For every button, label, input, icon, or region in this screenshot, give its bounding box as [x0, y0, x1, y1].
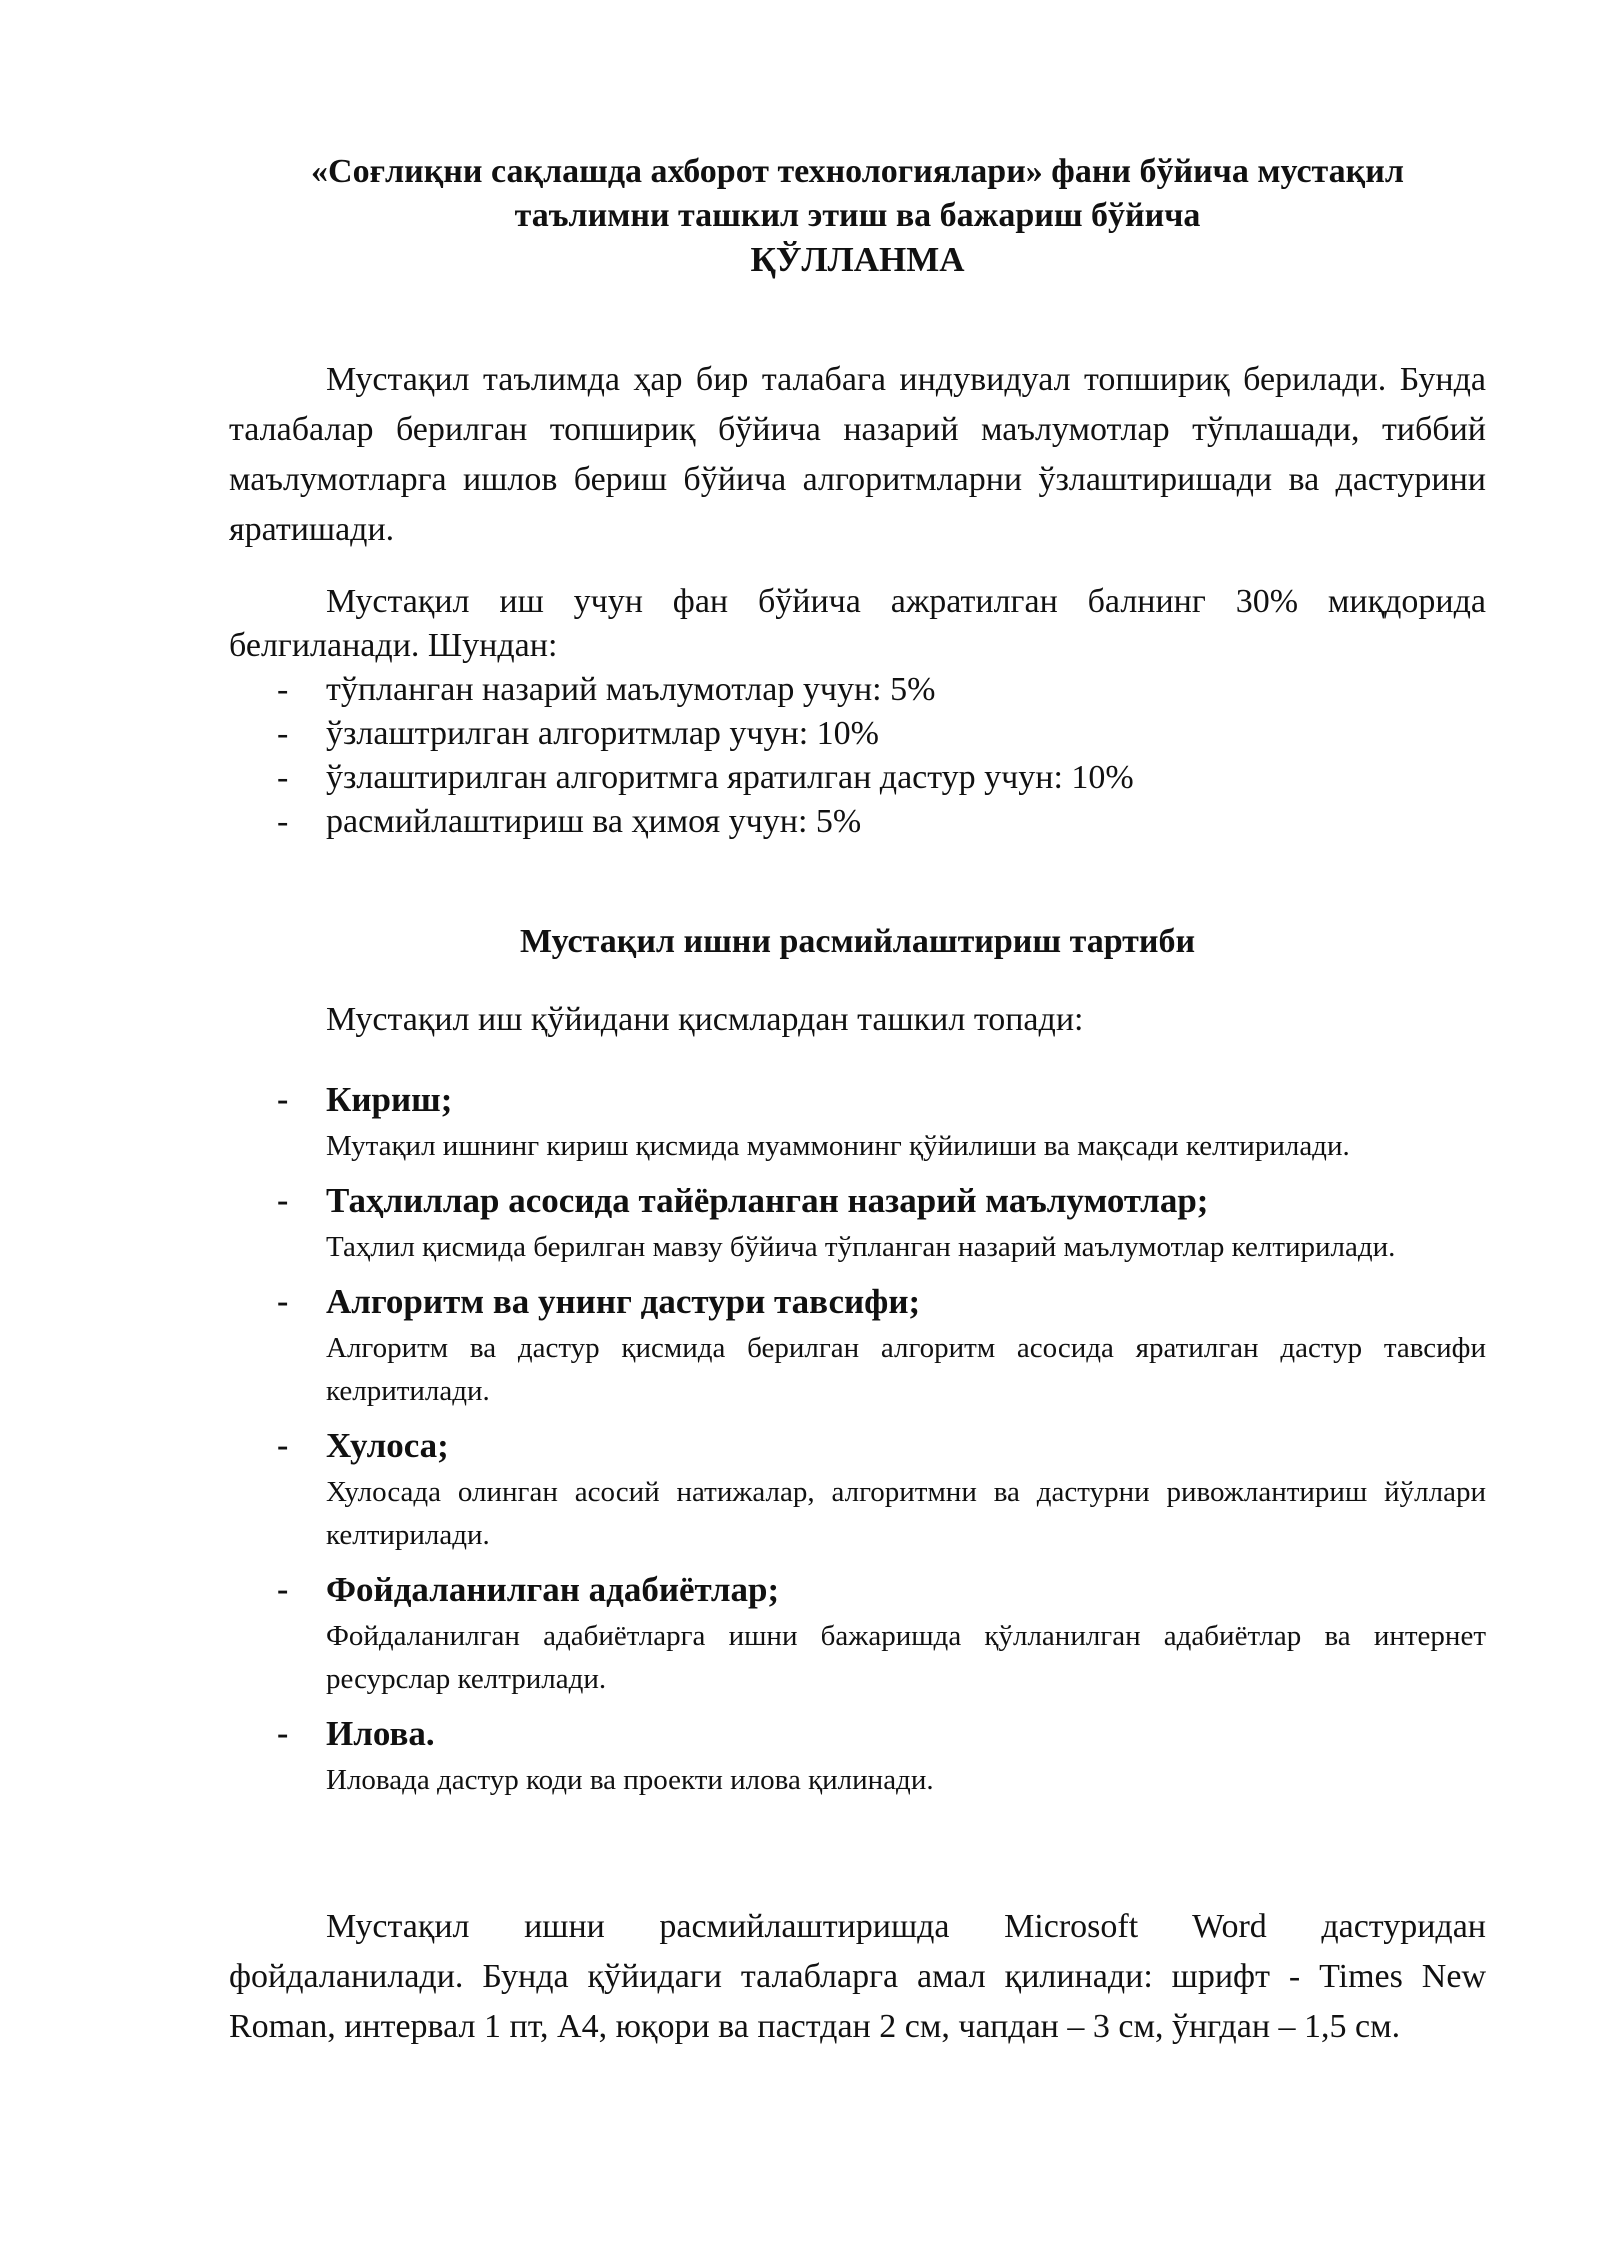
dash-marker: -	[277, 1427, 289, 1464]
title-line-3: ҚЎЛЛАНМА	[750, 240, 965, 279]
part-description: Таҳлил қисмида берилган мавзу бўйича тўпланган назарий маълумотлар келтирилади.	[326, 1231, 1396, 1263]
parts-list	[229, 1075, 1486, 1810]
part-description: Мутақил ишнинг кириш қисмида муаммонинг қўйилиши ва мақсади келтирилади.	[326, 1130, 1350, 1162]
part-description: Иловада дастур коди ва проекти илова қилинади.	[326, 1764, 934, 1796]
part-item	[229, 1277, 1486, 1413]
dash-marker: -	[277, 1182, 289, 1219]
part-item	[229, 1565, 1486, 1701]
list-item-text: расмийлаштириш ва ҳимоя учун: 5%	[326, 803, 862, 840]
part-item	[229, 1075, 1486, 1168]
list-item	[229, 712, 1486, 756]
part-item	[229, 1421, 1486, 1557]
list-item	[229, 756, 1486, 800]
part-heading: Илова.	[326, 1714, 435, 1753]
dash-marker: -	[277, 1283, 289, 1320]
section-heading: Мустақил ишни расмийлаштириш тартиби	[519, 923, 1196, 960]
document-title	[229, 150, 1486, 282]
score-list	[229, 668, 1486, 844]
intro-paragraph-1: Мустақил таълимда ҳар бир талабага индувидуал топшириқ берилади. Бунда талабалар берилган топшириқ бўйича назарий маълумотлар тўплашади, тиббий маълумотларга ишлов бериш бўйича алгоритмларни ўзлаштиришади ва дастурини яратишади.	[229, 361, 1486, 548]
intro-paragraph-2: Мустақил иш учун фан бўйича ажратилган балнинг 30% миқдорида белгиланади. Шундан:	[229, 583, 1486, 664]
dash-marker: -	[277, 671, 289, 708]
title-line-1: «Соғлиқни сақлашда ахборот технологиялари» фани бўйича мустақил	[311, 153, 1404, 190]
dash-marker: -	[277, 715, 289, 752]
title-line-2: таълимни ташкил этиш ва бажариш бўйича	[514, 197, 1201, 234]
part-heading: Таҳлиллар асосида тайёрланган назарий маълумотлар;	[326, 1181, 1209, 1220]
part-item	[229, 1709, 1486, 1802]
part-description: Хулосада олинган асосий натижалар, алгоритмни ва дастурни ривожлантириш йўллари келтирилади.	[326, 1476, 1486, 1551]
list-item-text: ўзлаштирилган алгоритмга яратилган дастур учун: 10%	[326, 759, 1134, 796]
dash-marker: -	[277, 759, 289, 796]
part-item	[229, 1176, 1486, 1269]
dash-marker: -	[277, 1571, 289, 1608]
part-heading: Хулоса;	[326, 1426, 449, 1465]
parts-intro: Мустақил иш қўйидани қисмлардан ташкил топади:	[326, 1001, 1084, 1038]
part-heading: Фойдаланилган адабиётлар;	[326, 1570, 780, 1609]
list-item	[229, 668, 1486, 712]
part-heading: Алгоритм ва унинг дастури тавсифи;	[326, 1282, 921, 1321]
list-item-text: тўпланган назарий маълумотлар учун: 5%	[326, 671, 936, 708]
closing-paragraph: Мустақил ишни расмийлаштиришда Microsoft Word дастуридан фойдаланилади. Бунда қўйидаги талабларга амал қилинади: шрифт - Times New Roman, интервал 1 пт, А4, юқори ва пастдан 2 см, чапдан – 3 см, ўнгдан – 1,5 см.	[229, 1908, 1486, 2045]
part-heading: Кириш;	[326, 1080, 453, 1119]
list-item	[229, 800, 1486, 844]
part-description: Алгоритм ва дастур қисмида берилган алгоритм асосида яратилган дастур тавсифи келритилади.	[326, 1332, 1486, 1407]
part-description: Фойдаланилган адабиётларга ишни бажаришда қўлланилган адабиётлар ва интернет ресурслар келтрилади.	[326, 1620, 1486, 1695]
dash-marker: -	[277, 1081, 289, 1118]
dash-marker: -	[277, 803, 289, 840]
list-item-text: ўзлаштрилган алгоритмлар учун: 10%	[326, 715, 879, 752]
dash-marker: -	[277, 1715, 289, 1752]
